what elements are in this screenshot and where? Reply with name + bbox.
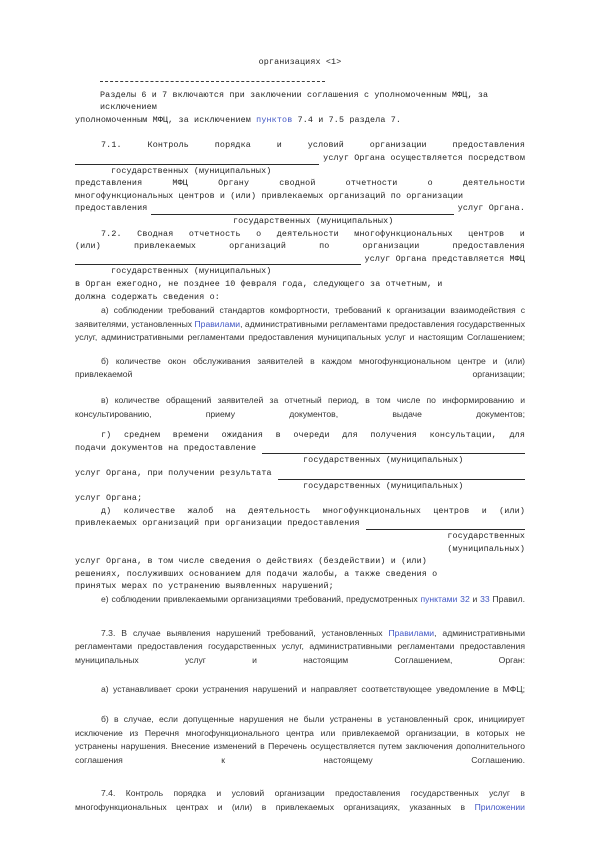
clause-7-2-line-5: должна содержать сведения о: — [75, 291, 220, 302]
footnote-text-1: Разделы 6 и 7 включаются при заключении соглашения с уполномоченным МФЦ, за исключением — [100, 89, 489, 113]
clause-7-3 — [75, 627, 525, 668]
clause-7-2-line-2: (или) привлекаемых организаций по организации предоставления — [75, 241, 525, 252]
clause-7-4 — [75, 787, 525, 814]
clause-item-a-text — [75, 304, 525, 345]
clause-7-1-line-5-head: предоставления — [75, 203, 148, 214]
footnote-text-2: 7.4 и 7.5 раздела 7. — [292, 114, 402, 125]
clause-7-3-item-b — [75, 713, 525, 767]
footnote-line-2 — [75, 114, 525, 127]
clause-item-d-line-3: услуг Органа, в том числе сведения о действиях (бездействии) и (или) — [75, 556, 427, 567]
top-spacer — [75, 0, 525, 56]
clause-7-1-line-5-tail: услуг Органа. — [457, 203, 525, 214]
clause-item-g-line-2 — [75, 442, 525, 455]
footnote-line-1 — [75, 89, 525, 114]
clause-7-3-head: 7.3. В случае выявления нарушений требований, установленных — [101, 627, 389, 638]
clause-7-3-tail: , административными регламентами предоставления государственных услуг, административными регламентами предоставления муниципальных услуг и настоящим Соглашением, Орган: — [75, 627, 525, 665]
spacer — [75, 82, 525, 89]
fill-blank-caption: государственных (муниципальных) — [111, 165, 272, 176]
clause-7-3-item-a — [75, 683, 525, 697]
clause-7-1-line-3: представления МФЦ Органу сводной отчетности о деятельности — [75, 178, 525, 189]
clause-7-3-item-a-text: а) устанавливает сроки устранения нарушений и направляет соответствующее уведомление в МФЦ; — [101, 684, 525, 695]
clause-item-g — [75, 429, 525, 505]
fill-blank-line[interactable] — [75, 255, 361, 265]
footnote-link-punkty[interactable]: пунктов — [256, 114, 293, 125]
clause-item-a-head: а) соблюдении требований стандартов комфортности, требований к организации взаимодействия с заявителями, установленных — [75, 305, 525, 329]
clause-item-d-line-2 — [75, 517, 525, 530]
clause-item-d — [75, 505, 525, 593]
clause-7-2-line-3-tail: услуг Органа представляется МФЦ — [364, 253, 525, 264]
spacer — [75, 607, 525, 627]
clause-7-1-line-4: многофункциональных центров и (или) привлекаемых организаций по организации — [75, 190, 464, 201]
document-content — [75, 0, 525, 815]
fill-blank-caption: государственных (муниципальных) — [111, 266, 272, 277]
spacer — [75, 667, 525, 683]
page-header-line: организациях <1> — [258, 57, 342, 67]
clause-7-2-line-3 — [75, 253, 525, 266]
fill-blank-line[interactable] — [262, 444, 525, 454]
clause-item-d-line-2-head: привлекаемых организаций при организации предоставления — [75, 518, 360, 529]
clause-7-4-head: 7.4. Контроль порядка и условий организации предоставления государственных услуг в многофункциональных центрах и (или) в привлекаемых организациях, указанных в — [75, 788, 525, 812]
fill-blank-line[interactable] — [75, 155, 319, 165]
clause-item-a — [75, 304, 525, 345]
spacer — [75, 382, 525, 394]
clause-item-g-line-1: г) среднем времени ожидания в очереди для получения консультации, для — [101, 430, 525, 441]
clause-7-4-text — [75, 787, 525, 814]
clause-item-a-tail: , административными регламентами предоставления государственных услуг, административными регламентами предоставления муниципальных услуг и настоящим Соглашением; — [75, 318, 526, 343]
fill-blank-line[interactable] — [366, 520, 525, 530]
spacer — [75, 69, 525, 81]
clause-7-1-line-2 — [75, 152, 525, 165]
clause-item-d-line-1: д) количестве жалоб на деятельность многофункциональных центров и (или) — [101, 505, 525, 516]
spacer — [75, 126, 525, 139]
clause-7-2 — [75, 228, 525, 304]
link-punkty-32[interactable]: пунктами 32 — [420, 593, 470, 604]
clause-7-3-item-b-text: б) в случае, если допущенные нарушения не были устранены в установленный срок, инициирует исключение из Перечня многофункционального центра или привлекаемой организации, в которых не устранены нарушения. Внесение изменений в Перечень осуществляется путем заключения дополнительного соглашения к настоящему Соглашению. — [75, 713, 525, 765]
link-prilozhenii[interactable]: Приложении — [474, 801, 525, 812]
clause-item-d-line-4: решениях, послуживших основанием для подачи жалобы, а также сведения о — [75, 568, 438, 579]
clause-item-e-text — [75, 593, 525, 607]
clause-item-g-line-2-head: подачи документов на предоставление — [75, 442, 257, 453]
link-pravilami[interactable]: Правилами — [388, 627, 435, 638]
link-punkt-33[interactable]: 33 — [480, 593, 490, 604]
clause-7-3-text — [75, 627, 525, 668]
clause-item-b — [75, 355, 525, 382]
clause-7-1-line-5 — [75, 202, 525, 215]
clause-item-v-text: в) количестве обращений заявителей за отчетный период, в том числе по информированию и консультированию, приему документов, выдаче документов; — [75, 395, 525, 419]
spacer — [75, 767, 525, 787]
clause-item-b-text: б) количестве окон обслуживания заявителей в каждом многофункциональном центре и (или) привлекаемой организации; — [75, 355, 525, 380]
fill-blank-caption-line-1: государственных — [447, 531, 525, 541]
fill-blank-caption: государственных (муниципальных) — [233, 215, 394, 226]
fill-blank-caption: государственных (муниципальных) — [303, 480, 464, 491]
spacer — [75, 421, 525, 429]
link-pravilami[interactable]: Правилами — [194, 318, 241, 329]
clause-7-1 — [75, 139, 525, 227]
clause-item-v — [75, 394, 525, 421]
clause-item-e — [75, 593, 525, 607]
clause-item-g-line-3 — [75, 467, 525, 480]
clause-item-e-mid: и — [469, 593, 481, 604]
spacer — [75, 697, 525, 713]
spacer — [75, 345, 525, 355]
clause-7-1-line-1: 7.1. Контроль порядка и условий организации предоставления — [101, 140, 525, 151]
clause-7-1-line-2-tail: услуг Органа осуществляется посредством — [323, 152, 525, 163]
clause-item-e-tail: Правил. — [489, 593, 526, 604]
fill-blank-caption-line-2: (муниципальных) — [447, 543, 525, 554]
clause-item-g-line-4: услуг Органа; — [75, 493, 143, 504]
clause-7-2-line-1: 7.2. Сводная отчетность о деятельности многофункциональных центров и — [101, 228, 525, 239]
clause-item-d-line-5: принятых мерах по устранению выявленных нарушений; — [75, 581, 334, 592]
fill-blank-line[interactable] — [278, 470, 525, 480]
fill-blank-line[interactable] — [151, 205, 453, 215]
fill-blank-caption: государственных (муниципальных) — [303, 455, 464, 466]
clause-7-2-line-4: в Орган ежегодно, не позднее 10 февраля года, следующего за отчетным, и — [75, 278, 443, 289]
clause-item-e-head: е) соблюдении привлекаемыми организациями требований, предусмотренных — [101, 593, 421, 604]
footnote-block — [75, 89, 525, 127]
footnote-lead: уполномоченным МФЦ, за исключением — [75, 114, 257, 125]
clause-item-g-line-3-head: услуг Органа, при получении результата — [75, 468, 272, 479]
